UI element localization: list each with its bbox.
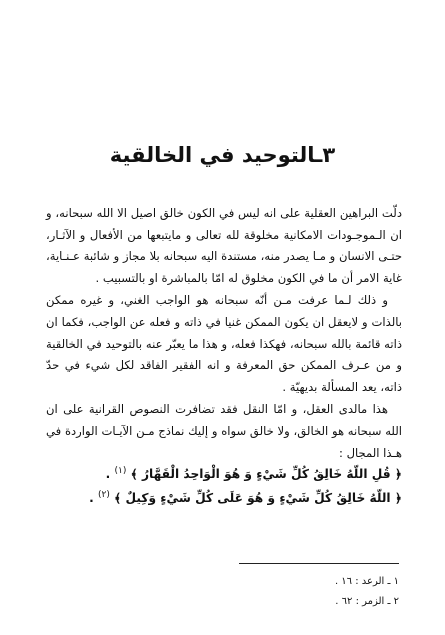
verse-2-end: . (89, 491, 99, 505)
verse-2-ref: (٢) (98, 489, 110, 500)
paragraph-1: دلّت البراهين العقلية على انه ليس في الكون خالق اصيل الا الله سبحانه، و ان الـموجـودات الامكانية مخلوقة لله تعالى و مايتبعها من الأفعال و الآثـار، حتـى الانسان و مـا يصدر منه، مستندة اليه سبحانه بلا مجاز و شائبة عـنـاية، غاية الامر أن ما في الكون مخلوق له امّا بالمباشرة او بالتسبيب . (46, 206, 402, 285)
verse-2 (46, 486, 402, 510)
verse-1-end: . (105, 467, 115, 481)
verse-1 (46, 462, 402, 486)
verse-1-text: ﴿ قُلِ اللّهُ خَالِقُ كُلِّ شَيْءٍ وَ هُوَ الْوَاحِدُ الْقَهَّارُ ﴾ (130, 467, 402, 481)
footnote-1: ١ ـ الرعد : ١٦ . (334, 576, 399, 587)
paragraph-3: هذا مالدى العقل، و امّا النقل فقد تضافرت النصوص القرانية على ان الله سبحانه هو الخالق، ولا خالق سواه و إليك نماذج مـن الآيـات الواردة في هـذا المجال : (46, 402, 402, 460)
paragraph-2: و ذلك لـما عرفت مـن أنّه سبحانه هو الواجب الغني، و غيره ممكن بالذات و لايعقل ان يكون الممكن غنيا في ذاته و فعله عن الواجب، فكما ان ذاته قائمة بالله سبحانه، فهكذا فعله، و هذا ما يعبّر عنه بالتوحيد في الخالقية و من عـرف الممكن حق المعرفة و انه الفقير الفاقد لكل شيء في حدّ ذاته، يعد المسألة بديهيّة . (46, 293, 402, 394)
footnotes (199, 572, 399, 612)
verse-2-text: ﴿ اللّهُ خَالِقُ كُلِّ شَيْءٍ وَ هُوَ عَلَى كُلِّ شَيْءٍ وَكِيلٌ ﴾ (114, 491, 402, 505)
body-text (46, 203, 402, 464)
verse-1-ref: (١) (114, 465, 127, 476)
footnote-2: ٢ ـ الزمر : ٦٢ . (335, 596, 399, 607)
chapter-heading: ٣ـالتوحيد في الخالقية (109, 143, 336, 167)
quran-verses (46, 462, 402, 510)
footnote-divider (239, 563, 399, 564)
